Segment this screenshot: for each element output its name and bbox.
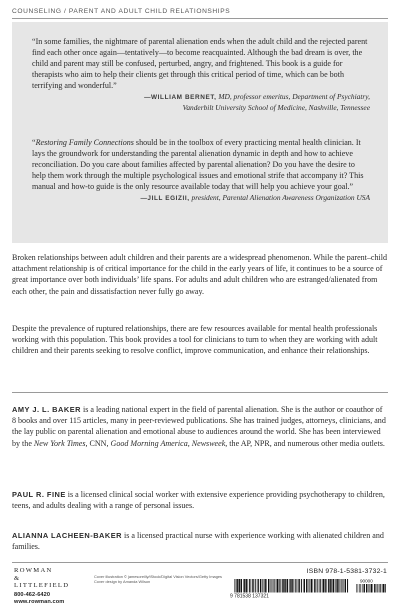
publisher-logo-line1: ROWMAN — [14, 567, 53, 574]
barcode-bar — [234, 579, 235, 593]
barcode-bar — [369, 584, 370, 593]
barcode-bar — [260, 579, 261, 593]
barcode-bar — [266, 579, 267, 593]
barcode-bar — [246, 579, 247, 593]
publisher-logo-amp: & — [14, 574, 20, 582]
barcode-bar — [248, 579, 249, 593]
barcode-bar — [255, 579, 256, 593]
barcode-bar — [379, 584, 380, 593]
barcode-bar — [287, 579, 288, 593]
barcode-bar — [314, 579, 315, 593]
cover-illustration-credit: Cover illustration © jamesoreilly/iStock/Digital Vision Vectors/Getty Images — [94, 574, 222, 579]
endorser-title: president, Parental Alienation Awareness Organization USA — [191, 193, 370, 203]
barcode-bar — [366, 584, 367, 593]
barcode-bar — [333, 579, 334, 593]
endorser-affiliation: Vanderbilt University School of Medicine, Nashville, Tennessee — [182, 103, 370, 113]
barcode-bar — [317, 579, 318, 593]
description-paragraph: Broken relationships between adult children and their parents are a widespread phenomenon. While the parent–child attachment relationship is of critical importance for the child in the early years of life, it continues to be a source of great importance over both individuals’ life spans. For adults and adult children who are estranged/alienated from each other, the pain and dissatisfaction never fully go away. — [12, 253, 388, 296]
barcode-bar — [276, 579, 277, 593]
category-label: COUNSELING / PARENT AND ADULT CHILD RELATIONSHIPS — [12, 8, 231, 15]
barcode-bar — [364, 584, 365, 593]
author-bio — [12, 530, 388, 552]
endorsement — [32, 137, 370, 204]
quote-body: should be in the toolbox of every practicing mental health clinician. It lays the groundwork for understanding the parental alienation dynamic in depth and how to achieve reconciliation. Do you care about families affected by parental alienation? Do you have the desire to help them work through the multiple psychological issues and emotional strife that accompany it? This manual and how-to guide is the only resource available today that will help you achieve your goal.” — [32, 138, 364, 192]
barcode-bar — [262, 579, 263, 593]
barcode-bar — [347, 579, 348, 593]
barcode-bar — [277, 579, 278, 593]
barcode-bar — [271, 579, 272, 593]
endorsement-quote — [32, 137, 370, 192]
barcode-bar — [338, 579, 339, 593]
barcode-bar — [285, 579, 286, 593]
barcode-bar — [309, 579, 310, 593]
bio-text: , the AP, NPR, and numerous other media outlets. — [225, 438, 385, 448]
divider-top — [12, 18, 388, 19]
isbn-barcode-digits: 9 781538 137321 — [230, 593, 269, 600]
barcode-bar — [249, 579, 250, 593]
cover-credits — [94, 574, 234, 584]
barcode-bar — [358, 584, 359, 593]
barcode-bar — [343, 579, 344, 593]
barcode-bar — [295, 579, 296, 593]
barcode-bar — [251, 579, 252, 593]
barcode-bar — [306, 579, 307, 593]
author-name: PAUL R. FINE — [12, 490, 66, 499]
barcode-bar — [264, 579, 265, 593]
barcode-bar — [329, 579, 330, 593]
author-bio — [12, 404, 388, 449]
barcode-bar — [340, 579, 341, 593]
barcode-bar — [243, 579, 244, 593]
barcode-bar — [360, 584, 361, 593]
barcode-bar — [363, 584, 364, 593]
endorsement — [32, 36, 370, 113]
barcode-bar — [294, 579, 295, 593]
barcode-bar — [382, 584, 383, 593]
publisher-phone: 800-462-6420 — [14, 591, 51, 598]
barcode-bar — [258, 579, 259, 593]
barcode-bar — [383, 584, 384, 593]
barcode-bar — [283, 579, 284, 593]
publisher-block — [14, 567, 76, 606]
publisher-logo-line2: LITTLEFIELD — [14, 582, 70, 590]
barcode-bar — [326, 579, 327, 593]
barcode-bar — [236, 579, 237, 593]
barcode-bar — [313, 579, 314, 593]
media-outlet: New York Times — [33, 438, 86, 448]
barcode-bar — [311, 579, 312, 593]
barcode-bar — [280, 579, 281, 593]
endorsement-attribution — [32, 92, 370, 113]
book-title-reference: Restoring Family Connections — [35, 138, 134, 147]
media-outlet: Good Morning America — [110, 438, 188, 448]
barcode-bar — [320, 579, 321, 593]
barcode-bar — [322, 579, 323, 593]
barcode-bar — [377, 584, 378, 593]
barcode-bar — [289, 579, 290, 593]
barcode-bar — [292, 579, 293, 593]
author-bio — [12, 489, 388, 511]
barcode-bar — [273, 579, 274, 593]
bio-text: is a leading national expert in the field of parental alienation. She is the author or coauthor of 8 books and over 115 articles, many in peer-reviewed publications. She has trained judges, attorneys, clinicians, and the lay public on parental alienation and emotional abuse to audiences around the world. She has been interviewed by the — [12, 405, 386, 448]
barcode-bar — [356, 584, 357, 593]
barcode-bar — [244, 579, 245, 593]
endorsements-panel — [12, 22, 388, 243]
barcode-bar — [297, 579, 298, 593]
barcode-bar — [241, 579, 242, 593]
barcode-bar — [298, 579, 299, 593]
barcode-bar — [359, 584, 360, 593]
barcode-bar — [319, 579, 320, 593]
publisher-website: www.rowman.com — [14, 598, 65, 605]
barcode-bar — [373, 584, 374, 593]
barcode-bar — [380, 584, 381, 593]
barcode-bar — [237, 579, 238, 593]
endorser-name: —JILL EGIZII, — [140, 195, 190, 203]
quote-open-mark: “ — [32, 138, 36, 147]
bio-text: is a licensed clinical social worker with extensive experience providing psychotherapy to children, teens, and adults dealing with a range of personal issues. — [12, 490, 385, 511]
author-name: AMY J. L. BAKER — [12, 405, 81, 414]
barcode-bar — [325, 579, 326, 593]
endorser-title: MD, professor emeritus, Department of Psychiatry, — [218, 92, 370, 102]
barcode-bar — [341, 579, 342, 593]
endorser-name: —WILLIAM BERNET, — [144, 94, 217, 102]
divider-bottom — [12, 562, 388, 563]
description-paragraph: Despite the prevalence of ruptured relationships, there are few resources available for mental health professionals working with this population. This book provides a tool for clinicians to turn to when they are working with adult children and their parents seeking to resolve conflict, improve communication, and enhance their relationships. — [12, 324, 378, 356]
endorsement-attribution — [32, 193, 370, 204]
bio-text: is a licensed practical nurse with experience working with alienated children and families. — [12, 531, 384, 552]
endorsement-quote: “In some families, the nightmare of parental alienation ends when the adult child and the rejected parent find each other once again—tentatively—to become reacquainted. Although the bad dream is over, the child and parent may still be confused, perturbed, angry, and frightened. This book is a guide for therapists who aim to help their clients get through this critical period of time, which can be both terrifying and wonderful.” — [32, 37, 368, 91]
barcode-bar — [290, 579, 291, 593]
price-code: 90000 — [360, 578, 373, 584]
divider-middle — [12, 392, 388, 393]
barcode-bar — [335, 579, 336, 593]
barcode — [228, 578, 388, 598]
barcode-bar — [371, 584, 372, 593]
bio-text: , CNN, — [85, 438, 111, 448]
barcode-bar — [331, 579, 332, 593]
barcode-bar — [274, 579, 275, 593]
barcode-bar — [345, 579, 346, 593]
barcode-bar — [268, 579, 269, 593]
barcode-bar — [323, 579, 324, 593]
barcode-bar — [303, 579, 304, 593]
barcode-bar — [239, 579, 240, 593]
barcode-bar — [252, 579, 253, 593]
barcode-bar — [282, 579, 283, 593]
isbn-label: ISBN 978-1-5381-3732-1 — [306, 568, 387, 575]
barcode-bar — [362, 584, 363, 593]
barcode-bar — [304, 579, 305, 593]
barcode-bar — [257, 579, 258, 593]
media-outlet: Newsweek — [191, 438, 226, 448]
barcode-bar — [336, 579, 337, 593]
bio-text: , — [187, 438, 192, 448]
barcode-bar — [301, 579, 302, 593]
barcode-bar — [328, 579, 329, 593]
price-barcode-bars — [356, 584, 386, 593]
barcode-bar — [279, 579, 280, 593]
cover-design-credit: Cover design by Amanda Wilson — [94, 579, 151, 585]
isbn-barcode-bars — [234, 579, 348, 593]
barcode-bar — [385, 584, 386, 593]
barcode-bar — [374, 584, 375, 593]
author-name: ALIANNA LACHEEN-BAKER — [12, 531, 122, 540]
